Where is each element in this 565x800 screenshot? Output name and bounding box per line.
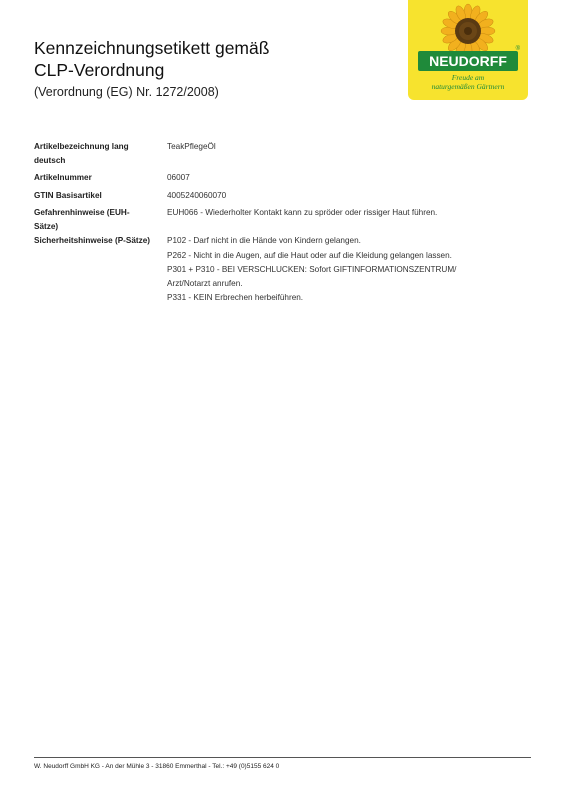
neudorff-logo xyxy=(408,0,528,100)
p-statement: P102 - Darf nicht in die Hände von Kindern gelangen. xyxy=(167,236,361,245)
p-statement: P331 - KEIN Erbrechen herbeiführen. xyxy=(167,293,304,302)
row-article-name xyxy=(34,140,534,167)
row-article-number xyxy=(34,171,534,185)
footer-address: W. Neudorff GmbH KG - An der Mühle 3 - 31860 Emmerthal - Tel.: +49 (0)5155 624 0 xyxy=(34,763,280,770)
p-statement: P262 - Nicht in die Augen, auf die Haut oder auf die Kleidung gelangen lassen. xyxy=(167,250,452,260)
p-statement: Arzt/Notarzt anrufen. xyxy=(167,278,243,288)
label-table xyxy=(34,140,534,305)
p-statement: P301 + P310 - BEI VERSCHLUCKEN: Sofort GIFTINFORMATIONSZENTRUM/ xyxy=(167,265,457,274)
row-value xyxy=(167,234,534,305)
row-value: 06007 xyxy=(167,173,190,182)
row-value: 4005240060070 xyxy=(167,190,227,200)
row-value: EUH066 - Wiederholter Kontakt kann zu spröder oder rissiger Haut führen. xyxy=(167,208,438,217)
row-label: Artikelnummer xyxy=(34,173,92,182)
row-precautionary-statements xyxy=(34,234,534,305)
slogan-line-2: naturgemäßen Gärtnern xyxy=(431,82,505,91)
row-label: Gefahrenhinweise (EUH- Sätze) xyxy=(34,208,130,231)
page-title xyxy=(34,37,269,81)
row-label: Sicherheitshinweise (P-Sätze) xyxy=(34,236,151,245)
sunflower-icon xyxy=(408,0,528,100)
brand-name: NEUDORFF xyxy=(429,53,507,69)
row-label: Artikelbezeichnung lang deutsch xyxy=(34,142,129,165)
title-line-1: Kennzeichnungsetikett gemäß xyxy=(34,38,270,58)
title-line-2: CLP-Verordnung xyxy=(34,60,165,80)
registered-mark: ® xyxy=(515,46,520,52)
page-subtitle: (Verordnung (EG) Nr. 1272/2008) xyxy=(34,85,219,99)
slogan-line-1: Freude am xyxy=(451,73,485,82)
row-label: GTIN Basisartikel xyxy=(34,190,102,200)
row-gtin xyxy=(34,189,534,203)
row-hazard-statements xyxy=(34,206,534,233)
row-value: TeakPflegeÖl xyxy=(167,142,216,151)
footer-divider xyxy=(34,757,531,758)
